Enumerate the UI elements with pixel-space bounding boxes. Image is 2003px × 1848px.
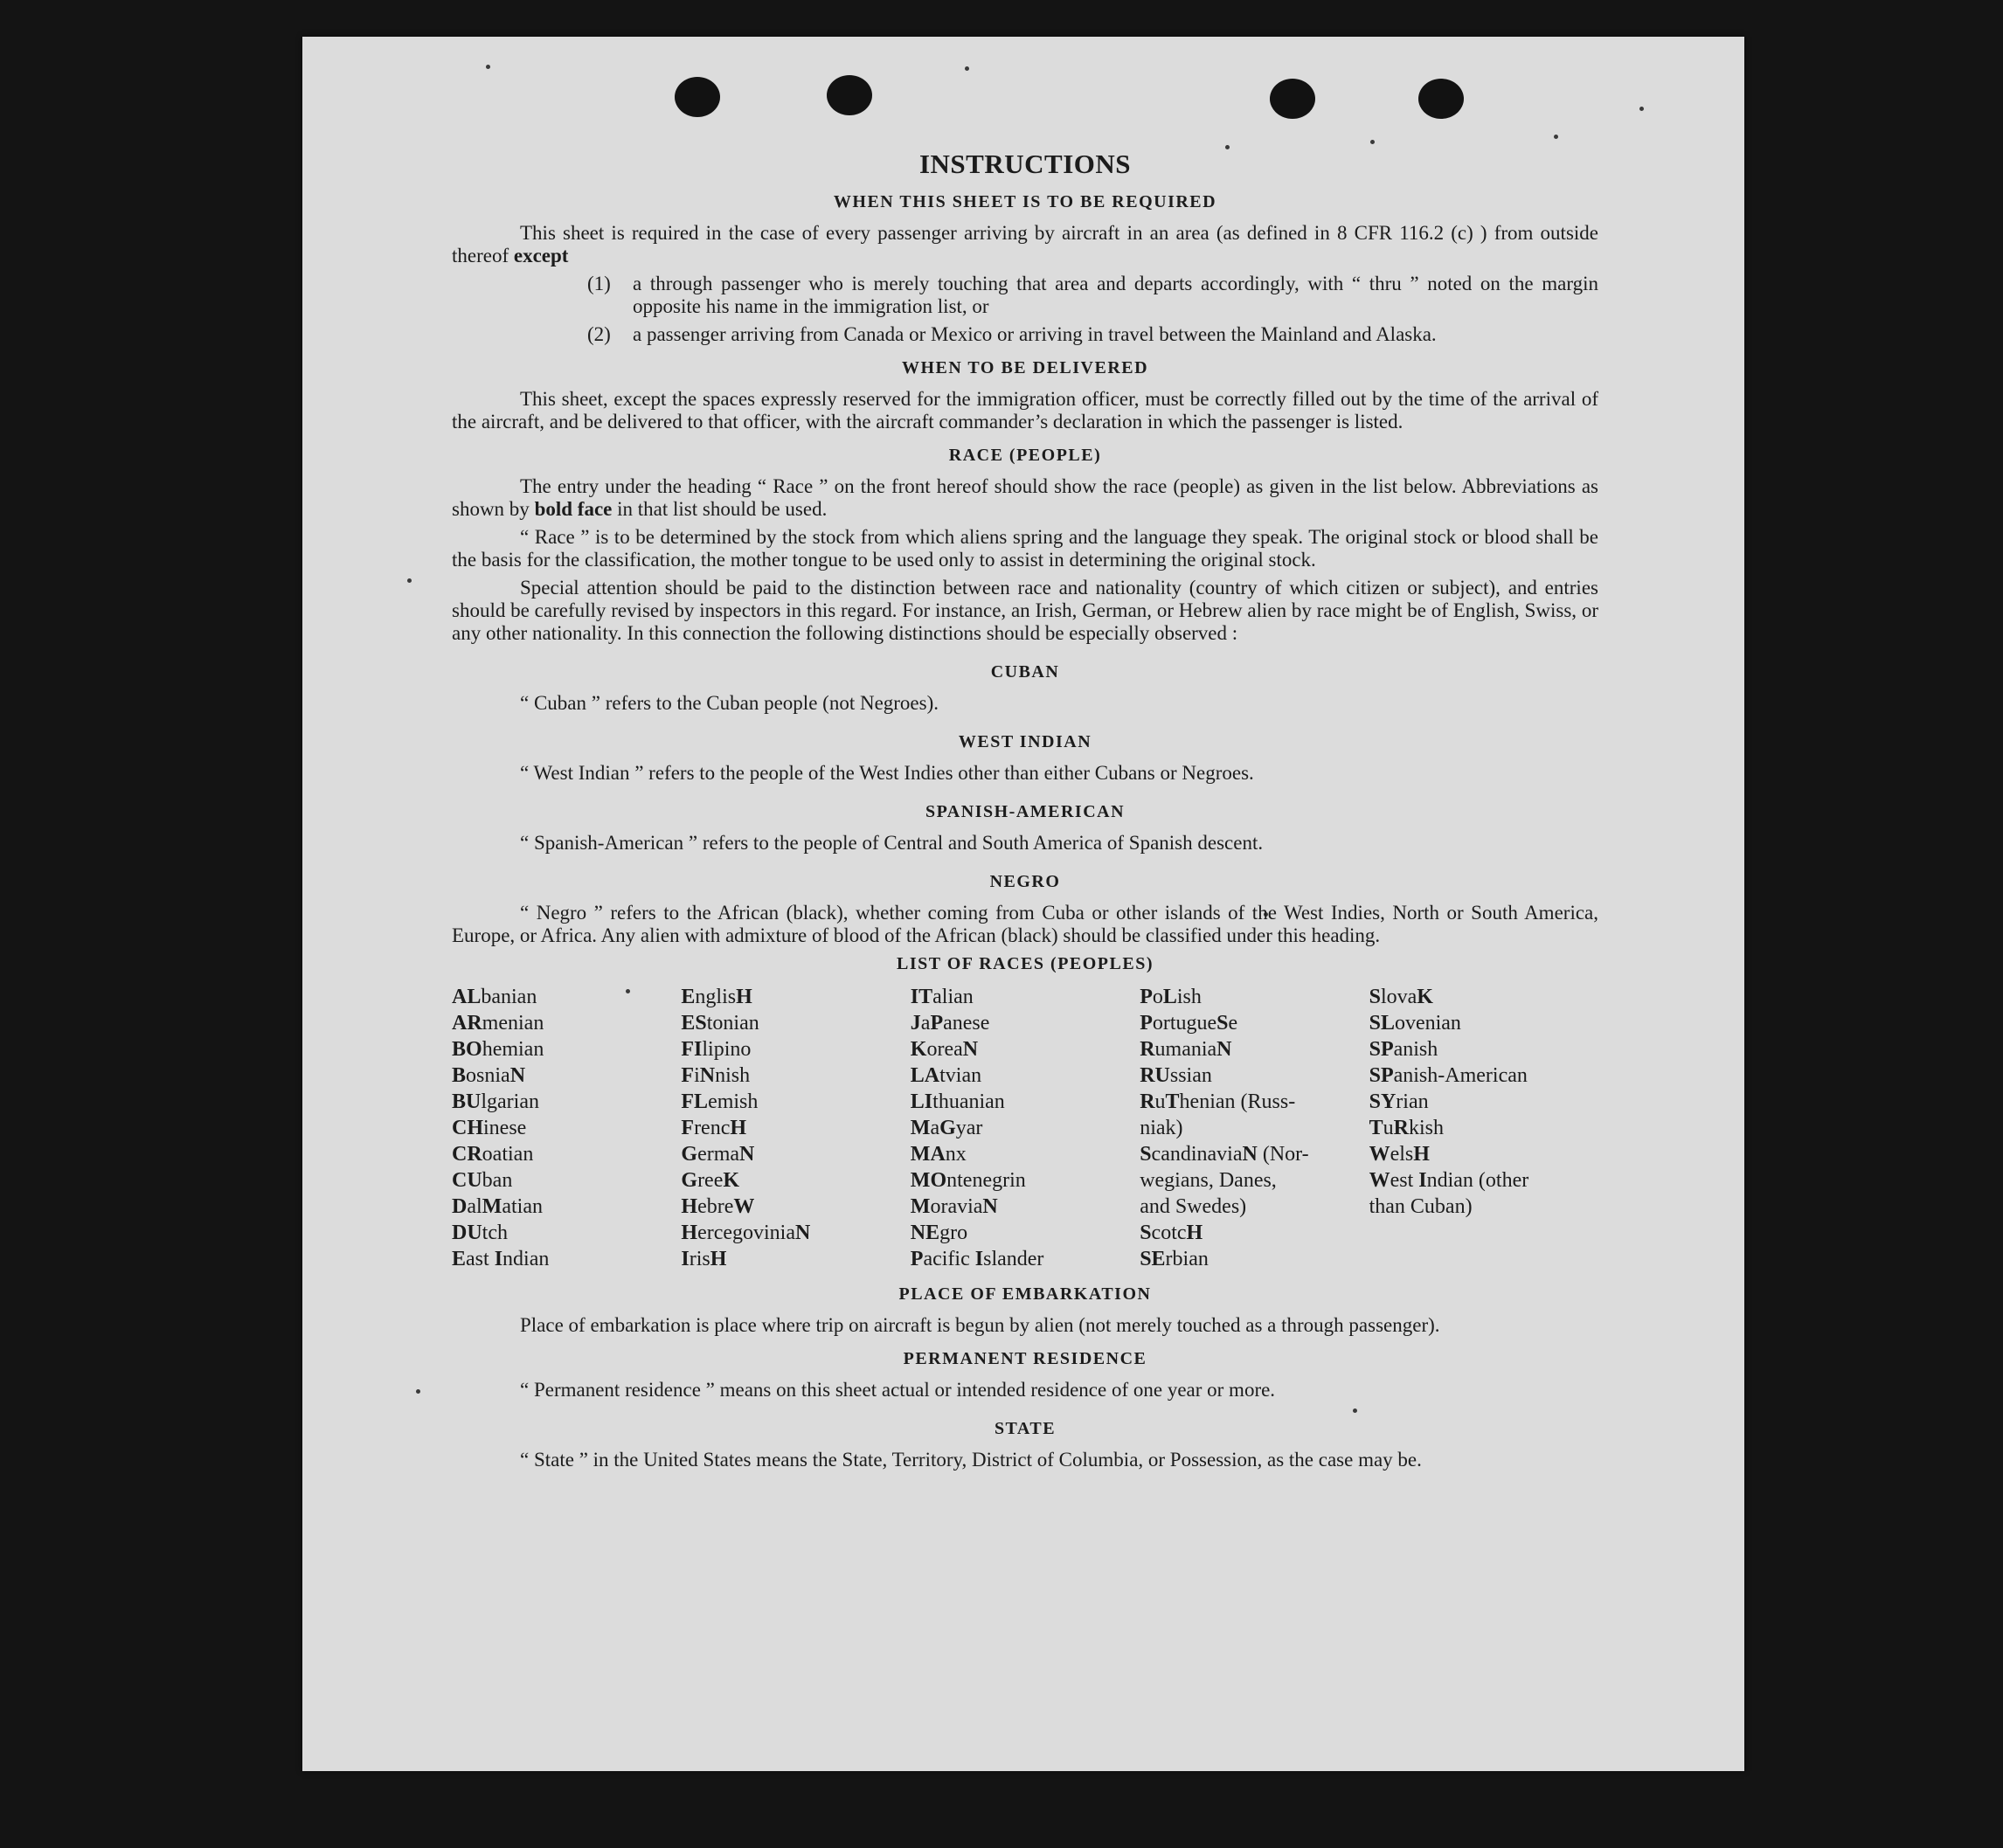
race-entry: IrisH <box>681 1248 727 1270</box>
heading-state: STATE <box>994 1419 1057 1438</box>
heading-race: RACE (PEOPLE) <box>948 446 1102 465</box>
race-entry: TuRkish <box>1369 1117 1444 1139</box>
punch-hole <box>1270 79 1315 119</box>
race-paragraph-1: The entry under the heading “ Race ” on the front hereof should show the race (people) as given in the list below. Abbreviations as shown by bold face in that list should be used. <box>452 475 1598 520</box>
residence-text: “ Permanent residence ” means on this sheet actual or intended residence of one year or more. <box>520 1379 1276 1401</box>
race-entry: ARmenian <box>452 1012 544 1035</box>
race-entry: DUtch <box>452 1222 508 1244</box>
races-column <box>911 984 1140 1272</box>
race-entry: ALbanian <box>452 986 537 1008</box>
races-column <box>681 984 910 1272</box>
exception-item <box>587 323 1598 346</box>
heading-west-indian: WEST INDIAN <box>958 732 1092 751</box>
heading-permanent-residence: PERMANENT RESIDENCE <box>903 1349 1147 1368</box>
race-entry: KoreaN <box>910 1038 979 1061</box>
race-paragraph-3: Special attention should be paid to the distinction between race and nationality (country of which citizen or subject), and entries should be carefully revised by inspectors in this regard. For instance, an Irish, German, or Hebrew alien by race might be of English, Swiss, or any other nationality. In this connection the following distinctions should be especially observed : <box>452 577 1598 644</box>
race-entry: LAtvian <box>910 1064 982 1087</box>
spanish-american-text: “ Spanish-American ” refers to the people of Central and South America of Spanish descent. <box>520 832 1264 854</box>
race-entry: MoraviaN <box>910 1195 998 1218</box>
race-entry: DalMatian <box>452 1195 543 1218</box>
race-entry: ScandinaviaN (Nor- wegians, Danes, and Swedes) <box>1140 1143 1309 1218</box>
race-entry: LIthuanian <box>910 1090 1005 1113</box>
race-entry: GreeK <box>681 1169 740 1192</box>
race-entry: RUssian <box>1140 1064 1212 1087</box>
race-entry: PoLish <box>1140 986 1202 1008</box>
race-entry: FLemish <box>681 1090 759 1113</box>
race-entry: SPanish-American <box>1369 1064 1528 1087</box>
races-column <box>1140 984 1369 1272</box>
race-entry: FiNnish <box>681 1064 751 1087</box>
exception-number: (2) <box>587 323 611 345</box>
except-keyword: except <box>513 245 569 266</box>
race-entry: West Indian (other than Cuban) <box>1369 1169 1529 1218</box>
state-text: “ State ” in the United States means the State, Territory, District of Columbia, or Possession, as the case may be. <box>520 1449 1422 1471</box>
race-entry: FIlipino <box>681 1038 752 1061</box>
race-entry: HebreW <box>681 1195 755 1218</box>
race-entry: ITalian <box>910 986 974 1008</box>
race-entry: MOntenegrin <box>910 1169 1026 1192</box>
page-title: INSTRUCTIONS <box>918 149 1131 179</box>
cuban-text: “ Cuban ” refers to the Cuban people (not Negroes). <box>520 692 939 714</box>
race-entry: PortugueSe <box>1140 1012 1238 1035</box>
race-entry: WelsH <box>1369 1143 1430 1166</box>
embarkation-text: Place of embarkation is place where trip on aircraft is begun by alien (not merely touched as a through passenger). <box>520 1314 1440 1336</box>
exception-text: a passenger arriving from Canada or Mexico or arriving in travel between the Mainland and Alaska. <box>633 323 1437 345</box>
race-entry: MaGyar <box>910 1117 983 1139</box>
race-entry: RuThenian (Russ- niak) <box>1140 1090 1296 1139</box>
punch-hole <box>1418 79 1464 119</box>
race-entry: EnglisH <box>681 986 752 1008</box>
heading-list-of-races: LIST OF RACES (PEOPLES) <box>896 954 1154 973</box>
dust-speck <box>1554 135 1558 139</box>
when-required-intro: This sheet is required in the case of every passenger arriving by aircraft in an area (as defined in 8 CFR 116.2 (c) ) from outside thereof except <box>452 222 1598 266</box>
race-entry: RumaniaN <box>1140 1038 1232 1061</box>
heading-cuban: CUBAN <box>990 662 1060 682</box>
race-entry: FrencH <box>681 1117 747 1139</box>
exception-number: (1) <box>587 273 611 294</box>
race-entry: SYrian <box>1369 1090 1429 1113</box>
race-entry: MAnx <box>910 1143 967 1166</box>
dust-speck <box>486 65 490 69</box>
race-entry: NEgro <box>910 1222 968 1244</box>
punch-hole <box>675 77 720 117</box>
heading-negro: NEGRO <box>989 872 1061 891</box>
race-entry: SlovaK <box>1369 986 1433 1008</box>
race-entry: East Indian <box>452 1248 550 1270</box>
exception-item <box>587 273 1598 318</box>
races-column <box>452 984 681 1272</box>
race-entry: BUlgarian <box>452 1090 539 1113</box>
heading-embarkation: PLACE OF EMBARKATION <box>898 1284 1152 1304</box>
races-column <box>1369 984 1598 1272</box>
west-indian-text: “ West Indian ” refers to the people of the West Indies other than either Cubans or Negroes. <box>520 762 1254 784</box>
race-entry: HercegoviniaN <box>681 1222 811 1244</box>
heading-when-required: WHEN THIS SHEET IS TO BE REQUIRED <box>833 192 1217 211</box>
bold-face-label: bold face <box>534 498 613 520</box>
race-entry: BosniaN <box>452 1064 526 1087</box>
dust-speck <box>1370 140 1375 144</box>
instructions-content <box>452 149 1598 1477</box>
heading-when-delivered: WHEN TO BE DELIVERED <box>901 358 1149 377</box>
race-entry: BOhemian <box>452 1038 544 1061</box>
race-paragraph-2: “ Race ” is to be determined by the stock from which aliens spring and the language they speak. The original stock or blood shall be the basis for the classification, the mother tongue to be used only to assist in determining the original stock. <box>452 526 1598 571</box>
dust-speck <box>407 578 412 583</box>
race-entry: ScotcH <box>1140 1222 1203 1244</box>
race-entry: SLovenian <box>1369 1012 1461 1035</box>
punch-hole <box>827 75 872 115</box>
dust-speck <box>965 66 969 71</box>
exception-text: a through passenger who is merely touching that area and departs accordingly, with “ thru ” noted on the margin opposite his name in the immigration list, or <box>633 273 1598 317</box>
dust-speck <box>1639 107 1644 111</box>
race-entry: JaPanese <box>910 1012 990 1035</box>
race-entry: SPanish <box>1369 1038 1438 1061</box>
race-entry: SErbian <box>1140 1248 1209 1270</box>
races-table <box>452 984 1598 1272</box>
race-entry: CRoatian <box>452 1143 534 1166</box>
race-entry: CUban <box>452 1169 513 1192</box>
when-delivered-text: This sheet, except the spaces expressly reserved for the immigration officer, must be correctly filled out by the time of the arrival of the aircraft, and be delivered to that officer, with the aircraft commander’s declaration in which the passenger is listed. <box>452 388 1598 433</box>
document-sheet <box>302 37 1744 1771</box>
dust-speck <box>416 1389 420 1394</box>
race-entry: EStonian <box>681 1012 759 1035</box>
race-entry: CHinese <box>452 1117 527 1139</box>
heading-spanish-american: SPANISH-AMERICAN <box>925 802 1126 821</box>
race-entry: Pacific Islander <box>910 1248 1044 1270</box>
negro-text: “ Negro ” refers to the African (black), whether coming from Cuba or other islands of the West Indies, North or South America, Europe, or Africa. Any alien with admixture of blood of the African (black) should be classified under this heading. <box>452 902 1598 946</box>
race-entry: GermaN <box>681 1143 755 1166</box>
